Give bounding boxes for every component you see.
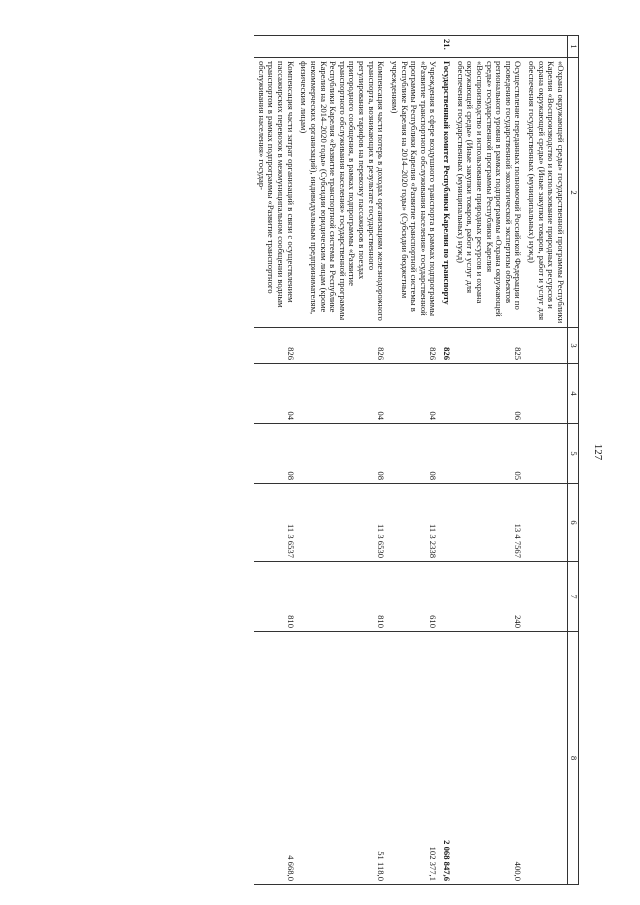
row-description: Осуществление переданных полномочий Российской Федерации по проведению государственной экологической экспертизы объектов регионального уровня в рамках подпрограммы «Охрана окружающей среды» государственной программы Республики Карелия «Воспроизводство и использование природных ресурсов и охрана окружающей среды» (Иные закупки товаров, работ и услуг для обеспечения государственных (муниципальных) нужд) [453, 58, 524, 328]
cell-section: 04 [387, 364, 439, 424]
table-row [387, 36, 439, 885]
budget-table [254, 35, 579, 885]
cell-subsection: 08 [297, 424, 388, 484]
row-number [525, 36, 568, 58]
cell-ministry-code: 826 [387, 328, 439, 364]
cell-section: 06 [453, 364, 524, 424]
cell-target-article [440, 484, 454, 562]
col-header-1: 1 [568, 36, 579, 58]
header-row [568, 36, 579, 885]
row-number [453, 36, 524, 58]
cell-expense-type: 810 [297, 562, 388, 632]
cell-ministry-code: 826 [440, 328, 454, 364]
cell-amount: 102 377,1 [387, 632, 439, 885]
cell-expense-type: 610 [387, 562, 439, 632]
col-header-2: 2 [568, 58, 579, 328]
cell-expense-type [440, 562, 454, 632]
cell-expense-type [525, 562, 568, 632]
cell-expense-type: 240 [453, 562, 524, 632]
table-row [254, 36, 297, 885]
cell-subsection [525, 424, 568, 484]
cell-amount: 2 068 847,6 [440, 632, 454, 885]
col-header-8: 8 [568, 632, 579, 885]
cell-amount [525, 632, 568, 885]
cell-ministry-code: 825 [453, 328, 524, 364]
page-number: 127 [592, 443, 604, 461]
row-description: Компенсация части потерь в доходах организациям железнодорожного транспорта, возникающих в результате государственного регулирования тарифов на перевозку пассажиров в поездах пригородного сообщения, в рамках подпрограммы «Развитие транспортного обслуживания населения» государственной программы Республики Карелия «Развитие транспортной системы в Республике Карелия на 2014–2020 годы» (Субсидии юридическим лицам (кроме некоммерческих организаций), индивидуальным предпринимателям, физическим лицам) [297, 58, 388, 328]
col-header-6: 6 [568, 484, 579, 562]
row-number: 21. [440, 36, 454, 58]
cell-ministry-code [525, 328, 568, 364]
cell-amount: 4 668,0 [254, 632, 297, 885]
cell-target-article [525, 484, 568, 562]
cell-subsection: 08 [254, 424, 297, 484]
cell-target-article: 13 4 7567 [453, 484, 524, 562]
cell-amount: 51 118,0 [297, 632, 388, 885]
cell-ministry-code: 826 [254, 328, 297, 364]
col-header-5: 5 [568, 424, 579, 484]
cell-subsection: 08 [387, 424, 439, 484]
cell-amount: 400,0 [453, 632, 524, 885]
cell-section [440, 364, 454, 424]
cell-subsection [440, 424, 454, 484]
row-description: Компенсация части затрат организаций в связи с осуществлением пассажирских перевозок в межмуниципальном сообщении водным транспортом в рамках подпрограммы «Развитие транспортного обслуживания населения» государ- [254, 58, 297, 328]
cell-ministry-code: 826 [297, 328, 388, 364]
col-header-3: 3 [568, 328, 579, 364]
budget-table-sheet [89, 35, 579, 885]
row-description: Учреждения в сфере воздушного транспорта в рамках подпрограммы «Развитие транспортного обслуживания населения» государственной программы Республики Карелия «Развитие транспортной системы в Республике Карелия на 2014–2020 годы» (Субсидии бюджетным учреждениям) [387, 58, 439, 328]
table-row [525, 36, 568, 885]
cell-target-article: 11 3 6530 [297, 484, 388, 562]
row-description: «Охрана окружающей среды» государственной программы Республики Карелия «Воспроизводство и использование природных ресурсов и охрана окружающей среды» (Иные закупки товаров, работ и услуг для обеспечения государственных (муниципальных) нужд) [525, 58, 568, 328]
row-number [387, 36, 439, 58]
cell-target-article: 11 3 2338 [387, 484, 439, 562]
row-number [254, 36, 297, 58]
cell-section [525, 364, 568, 424]
table-row [453, 36, 524, 885]
row-description: Государственный комитет Республики Карелия по транспорту [440, 58, 454, 328]
cell-section: 04 [254, 364, 297, 424]
col-header-4: 4 [568, 364, 579, 424]
table-row [440, 36, 454, 885]
cell-target-article: 11 3 6537 [254, 484, 297, 562]
table-row [297, 36, 388, 885]
cell-section: 04 [297, 364, 388, 424]
col-header-7: 7 [568, 562, 579, 632]
row-number [297, 36, 388, 58]
cell-expense-type: 810 [254, 562, 297, 632]
cell-subsection: 05 [453, 424, 524, 484]
